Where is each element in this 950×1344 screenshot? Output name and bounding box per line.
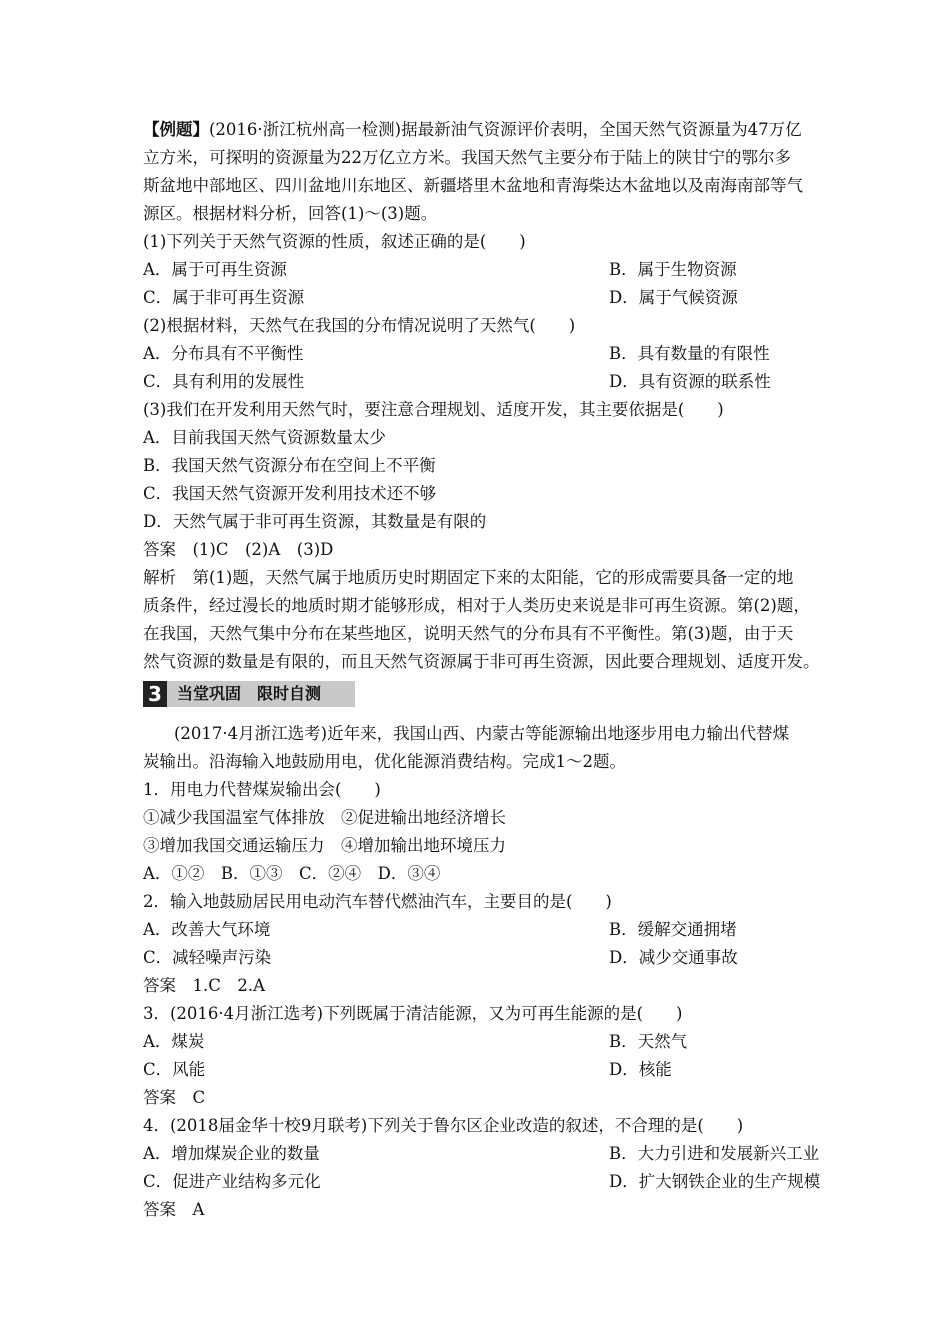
example-q2-options-cd bbox=[143, 368, 833, 396]
example-q1-stem: (1)下列关于天然气资源的性质，叙述正确的是( ) bbox=[143, 232, 526, 251]
practice-intro-line-2: 炭输出。沿海输入地鼓励用电，优化能源消费结构。完成1～2题。 bbox=[143, 752, 626, 771]
option-d: D．减少交通事故 bbox=[609, 948, 738, 967]
practice-q2-options-cd bbox=[143, 944, 833, 972]
practice-intro-line-1: (2017·4月浙江选考)近年来，我国山西、内蒙古等能源输出地逐步用电力输出代替煤 bbox=[174, 724, 790, 743]
option-c: C．风能 bbox=[143, 1060, 206, 1079]
example-q1-options-cd bbox=[143, 284, 833, 312]
option-b: B．具有数量的有限性 bbox=[609, 344, 770, 363]
example-q3-option-b: B．我国天然气资源分布在空间上不平衡 bbox=[143, 456, 436, 475]
example-answer: 答案 (1)C (2)A (3)D bbox=[143, 540, 334, 559]
option-c: C．具有利用的发展性 bbox=[143, 372, 305, 391]
example-q3-option-c: C．我国天然气资源开发利用技术还不够 bbox=[143, 484, 437, 503]
section-title: 当堂巩固 限时自测 bbox=[177, 684, 322, 703]
practice-q1-choices: A．①② B．①③ C．②④ D．③④ bbox=[143, 864, 441, 883]
option-a: A．属于可再生资源 bbox=[143, 260, 287, 279]
practice-q3-options-cd bbox=[143, 1056, 833, 1084]
example-q3-stem: (3)我们在开发利用天然气时，要注意合理规划、适度开发，其主要依据是( ) bbox=[143, 400, 724, 419]
example-intro-line-3: 斯盆地中部地区、四川盆地川东地区、新疆塔里木盆地和青海柴达木盆地以及南海南部等气 bbox=[143, 176, 803, 195]
example-q2-stem: (2)根据材料，天然气在我国的分布情况说明了天然气( ) bbox=[143, 316, 576, 335]
option-d: D．具有资源的联系性 bbox=[609, 372, 771, 391]
example-q3-option-a: A．目前我国天然气资源数量太少 bbox=[143, 428, 386, 447]
example-analysis-line-2: 质条件，经过漫长的地质时期才能够形成，相对于人类历史来说是非可再生资源。第(2)题， bbox=[143, 596, 810, 615]
practice-q1-options-line-1: ①减少我国温室气体排放 ②促进输出地经济增长 bbox=[143, 808, 506, 827]
option-b: B．属于生物资源 bbox=[609, 260, 737, 279]
practice-q2-stem: 2．输入地鼓励居民用电动汽车替代燃油汽车，主要目的是( ) bbox=[143, 892, 612, 911]
example-tag: 【例题】 bbox=[143, 120, 209, 139]
practice-answer-3: 答案 C bbox=[143, 1088, 206, 1107]
example-intro-line-4: 源区。根据材料分析，回答(1)～(3)题。 bbox=[143, 204, 438, 223]
example-q1-options-ab bbox=[143, 256, 833, 284]
practice-answer-1-2: 答案 1.C 2.A bbox=[143, 976, 266, 995]
option-a: A．改善大气环境 bbox=[143, 920, 271, 939]
practice-q4-options-cd bbox=[143, 1168, 833, 1196]
option-d: D．扩大钢铁企业的生产规模 bbox=[609, 1172, 821, 1191]
example-q2-options-ab bbox=[143, 340, 833, 368]
practice-answer-4: 答案 A bbox=[143, 1200, 205, 1219]
option-a: A．增加煤炭企业的数量 bbox=[143, 1144, 320, 1163]
practice-q1-options-line-2: ③增加我国交通运输压力 ④增加输出地环境压力 bbox=[143, 836, 506, 855]
practice-q2-options-ab bbox=[143, 916, 833, 944]
option-b: B．天然气 bbox=[609, 1032, 688, 1051]
example-analysis-line-4: 然气资源的数量是有限的，而且天然气资源属于非可再生资源，因此要合理规划、适度开发。 bbox=[143, 652, 820, 671]
example-analysis-line-3: 在我国，天然气集中分布在某些地区，说明天然气的分布具有不平衡性。第(3)题，由于天 bbox=[143, 624, 794, 643]
option-c: C．促进产业结构多元化 bbox=[143, 1172, 321, 1191]
option-b: B．大力引进和发展新兴工业 bbox=[609, 1144, 820, 1163]
practice-q4-stem: 4．(2018届金华十校9月联考)下列关于鲁尔区企业改造的叙述，不合理的是( ) bbox=[143, 1116, 744, 1135]
option-b: B．缓解交通拥堵 bbox=[609, 920, 737, 939]
example-intro-line-1: 【例题】(2016·浙江杭州高一检测)据最新油气资源评价表明，全国天然气资源量为47万亿 bbox=[143, 120, 802, 139]
practice-q3-options-ab bbox=[143, 1028, 833, 1056]
option-c: C．属于非可再生资源 bbox=[143, 288, 305, 307]
option-a: A．分布具有不平衡性 bbox=[143, 344, 304, 363]
example-intro-line-2: 立方米，可探明的资源量为22万亿立方米。我国天然气主要分布于陆上的陕甘宁的鄂尔多 bbox=[143, 148, 791, 167]
practice-q3-stem: 3．(2016·4月浙江选考)下列既属于清洁能源，又为可再生能源的是( ) bbox=[143, 1004, 683, 1023]
practice-q1-stem: 1．用电力代替煤炭输出会( ) bbox=[143, 780, 381, 799]
option-d: D．属于气候资源 bbox=[609, 288, 738, 307]
option-a: A．煤炭 bbox=[143, 1032, 205, 1051]
option-c: C．减轻噪声污染 bbox=[143, 948, 272, 967]
option-d: D．核能 bbox=[609, 1060, 672, 1079]
practice-q4-options-ab bbox=[143, 1140, 833, 1168]
example-q3-option-d: D．天然气属于非可再生资源，其数量是有限的 bbox=[143, 512, 487, 531]
section-number: 3 bbox=[143, 681, 167, 707]
example-analysis-line-1: 解析 第(1)题，天然气属于地质历史时期固定下来的太阳能，它的形成需要具备一定的地 bbox=[143, 568, 794, 587]
section-header bbox=[143, 681, 355, 707]
